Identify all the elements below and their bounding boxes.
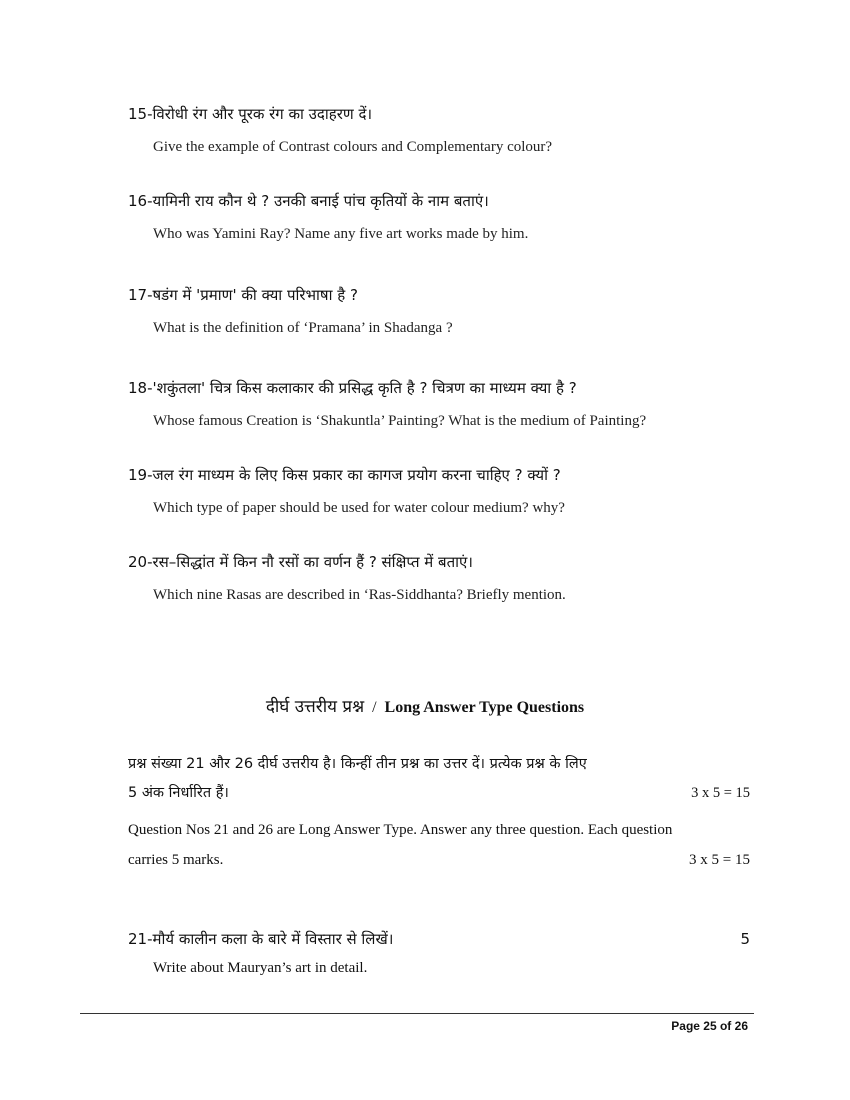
question-english: Whose famous Creation is ‘Shakuntla’ Painting? What is the medium of Painting?: [153, 413, 647, 429]
question-english: What is the definition of ‘Pramana’ in Shadanga ?: [153, 320, 453, 336]
question-english: Give the example of Contrast colours and Complementary colour?: [153, 139, 553, 155]
section-title-hindi: दीर्घ उत्तरीय प्रश्न: [265, 697, 365, 717]
question-17: [128, 285, 748, 338]
question-hindi: 19-जल रंग माध्यम के लिए किस प्रकार का कागज प्रयोग करना चाहिए ? क्यों ?: [128, 466, 561, 484]
instructions-hindi-marks: 3 x 5 = 15: [691, 785, 750, 801]
page-number: Page 25 of 26: [671, 1019, 748, 1033]
question-english: Write about Mauryan’s art in detail.: [153, 960, 368, 976]
question-english: Which nine Rasas are described in ‘Ras-Siddhanta? Briefly mention.: [153, 587, 566, 603]
question-english: Which type of paper should be used for water colour medium? why?: [153, 500, 565, 516]
section-title-english: Long Answer Type Questions: [384, 699, 585, 716]
instructions-english-line2: carries 5 marks.: [128, 852, 224, 868]
instructions-english-marks: 3 x 5 = 15: [689, 852, 750, 868]
question-16: [128, 191, 748, 244]
question-hindi: 18-'शकुंतला' चित्र किस कलाकार की प्रसिद्ध कृति है ? चित्रण का माध्यम क्या है ?: [128, 379, 577, 397]
question-18: [128, 378, 748, 431]
footer-divider: [80, 1013, 754, 1014]
question-hindi: 17-षडंग में 'प्रमाण' की क्या परिभाषा है ?: [128, 286, 358, 304]
question-hindi: 15-विरोधी रंग और पूरक रंग का उदाहरण दें।: [128, 105, 373, 123]
instructions-hindi: [128, 748, 750, 805]
question-english: Who was Yamini Ray? Name any five art works made by him.: [153, 226, 529, 242]
question-20: [128, 552, 748, 605]
question-marks: 5: [740, 930, 750, 948]
section-heading: [0, 694, 850, 717]
question-19: [128, 465, 748, 518]
instructions-english-line1: Question Nos 21 and 26 are Long Answer Type. Answer any three question. Each question: [128, 822, 673, 838]
question-hindi: 16-यामिनी राय कौन थे ? उनकी बनाई पांच कृतियों के नाम बताएं।: [128, 192, 489, 210]
question-15: [128, 104, 748, 157]
section-separator: /: [372, 699, 377, 716]
question-hindi: 21-मौर्य कालीन कला के बारे में विस्तार से लिखें।: [128, 930, 394, 948]
instructions-english: [128, 815, 750, 875]
question-hindi: 20-रस–सिद्धांत में किन नौ रसों का वर्णन हैं ? संक्षिप्त में बताएं।: [128, 553, 473, 571]
instructions-hindi-line2: 5 अंक निर्धारित हैं।: [128, 785, 229, 801]
instructions-hindi-line1: प्रश्न संख्या 21 और 26 दीर्घ उत्तरीय है। किन्हीं तीन प्रश्न का उत्तर दें। प्रत्येक प्रश्न के लिए: [128, 756, 587, 772]
question-21: [128, 928, 750, 977]
